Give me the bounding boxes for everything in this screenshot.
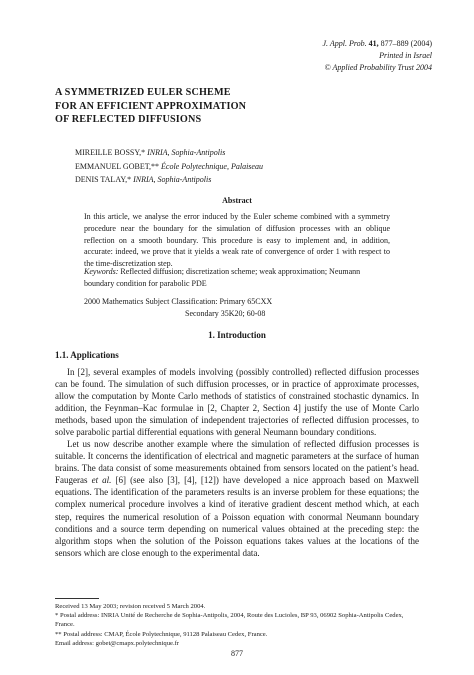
printed-location: Printed in Israel: [379, 51, 432, 60]
abstract-heading: Abstract: [222, 196, 252, 205]
author-list: [75, 146, 263, 187]
received-date: Received 13 May 2003; revision received 5 March 2004.: [55, 603, 206, 610]
email-address: Email address: gobet@cmapx.polytechnique.fr: [55, 639, 179, 647]
author-entry: EMMANUEL GOBET,** École Polytechnique, Palaiseau: [75, 161, 263, 171]
msc-primary: 2000 Mathematics Subject Classification: Primary 65CXX: [84, 297, 273, 306]
journal-citation: J. Appl. Prob. 41, 877–889 (2004): [322, 39, 432, 48]
page-number: 877: [231, 649, 243, 658]
title-line: OF REFLECTED DIFFUSIONS: [55, 114, 202, 126]
footnote-rule: [55, 598, 99, 599]
title-line: A SYMMETRIZED EULER SCHEME: [55, 87, 231, 98]
author-entry: DENIS TALAY,* INRIA, Sophia-Antipolis: [75, 175, 212, 185]
author-entry: MIREILLE BOSSY,* INRIA, Sophia-Antipolis: [75, 148, 226, 157]
footnote: * Postal address: INRIA Unité de Recherche de Sophia-Antipolis, 2004, Route des Lucioles, BP 93, 06902 Sophia-Antipolis Cedex, France.: [55, 612, 404, 629]
paper-title: [55, 86, 246, 127]
title-line: FOR AN EFFICIENT APPROXIMATION: [55, 100, 247, 112]
subsection-heading: 1.1. Applications: [55, 350, 119, 360]
body-paragraph: In [2], several examples of models involving (possibly controlled) reflected diffusion processes can be found. The simulation of such diffusion processes, or in practice of approximate processes, allow the computation by Monte Carlo methods of statistics of constrained stochastic dynamics. In addition, the Feynman–Kac formulae in [2, Chapter 2, Section 4] justify the use of Monte Carlo methods, based upon the simulation of independent trajectories of reflected diffusion processes, to solve parabolic partial differential equations with general Neumann boundary conditions.: [55, 367, 419, 438]
msc-secondary: Secondary 35K20; 60-08: [185, 308, 266, 318]
footnotes: [55, 602, 419, 648]
section-heading: 1. Introduction: [208, 330, 266, 340]
journal-header: [322, 38, 432, 74]
copyright-notice: © Applied Probability Trust 2004: [324, 63, 432, 72]
msc-classification: [84, 296, 272, 320]
keywords: Keywords: Reflected diffusion; discretization scheme; weak approximation; Neumann boundary condition for parabolic PDE: [84, 267, 361, 288]
footnote: ** Postal address: CMAP, École Polytechnique, 91128 Palaiseau Cedex, France.: [55, 630, 268, 638]
abstract-text: In this article, we analyse the error induced by the Euler scheme combined with a symmetry procedure near the boundary for the simulation of diffusion processes with an oblique reflection on a smooth boundary. This procedure is easy to implement and, in addition, accurate: indeed, we prove that it yields a weak rate of convergence of order 1 with respect to the time-discretization step.: [84, 212, 390, 269]
body-paragraph: Let us now describe another example where the simulation of reflected diffusion processes is suitable. It concerns the identification of electrical and magnetic parameters at the surface of human brains. The data consist of some measurements obtained from sensors located on the patient’s head. Faugeras et al. [6] (see also [3], [4], [12]) have developed a nice approach based on Maxwell equations. The identification of the parameters results is an inverse problem for these equations; the complex numerical procedure involves a kind of iterative gradient descent method which, at each step, requires the numerical resolution of a Poisson equation with conormal Neumann boundary conditions and a source term depending on numerical values obtained at the preceding step: the algorithm stops when the solution of the Poisson equations takes values at the locations of the sensors which are close enough to the experimental data.: [55, 439, 419, 558]
